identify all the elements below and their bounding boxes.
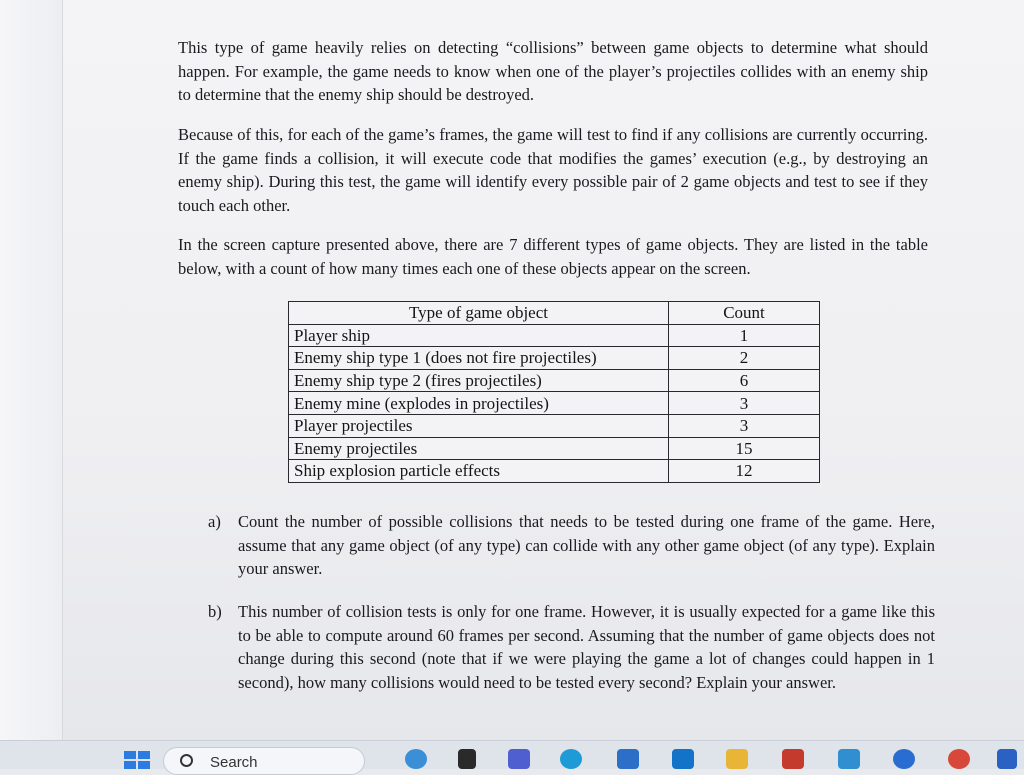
taskbar [0, 740, 1024, 769]
object-type-cell: Enemy ship type 2 (fires projectiles) [289, 369, 669, 392]
question-text: This number of collision tests is only for one frame. However, it is usually expected for a game like this to be able to compute around 60 frames per second. Assuming that the number of game objects does not change during this second (note that if we were playing the game a lot of changes could happen in 1 second), how many collisions would need to be tested every second? Explain your answer. [238, 602, 935, 692]
object-count-cell: 15 [669, 437, 820, 460]
taskbar-search[interactable] [163, 747, 365, 775]
object-count-cell: 2 [669, 347, 820, 370]
teams-icon[interactable] [508, 749, 530, 769]
outlook-icon[interactable] [672, 749, 694, 769]
object-type-cell: Enemy ship type 1 (does not fire projectiles) [289, 347, 669, 370]
table-row [289, 414, 820, 437]
object-type-cell: Ship explosion particle effects [289, 460, 669, 483]
table-row [289, 437, 820, 460]
table-row [289, 369, 820, 392]
table-row [289, 460, 820, 483]
task-view-icon[interactable] [458, 749, 476, 769]
object-type-cell: Enemy mine (explodes in projectiles) [289, 392, 669, 415]
object-count-cell: 12 [669, 460, 820, 483]
word-icon[interactable] [997, 749, 1017, 769]
object-type-cell: Player ship [289, 324, 669, 347]
object-count-cell: 3 [669, 392, 820, 415]
window-left-margin [0, 0, 62, 740]
paragraph-collisions-intro: This type of game heavily relies on detecting “collisions” between game objects to determine what should happen. For example, the game needs to know when one of the player’s projectiles collides with an enemy ship to determine that the enemy ship should be destroyed. [178, 38, 928, 104]
question-marker: a) [208, 512, 221, 531]
question-marker: b) [208, 602, 222, 621]
table-row [289, 324, 820, 347]
store-icon[interactable] [617, 749, 639, 769]
edge-icon[interactable] [560, 749, 582, 769]
start-icon[interactable] [124, 751, 150, 769]
copilot-icon[interactable] [405, 749, 427, 769]
calculator-icon[interactable] [782, 749, 804, 769]
object-count-cell: 3 [669, 414, 820, 437]
paragraph-object-types: In the screen capture presented above, there are 7 different types of game objects. They are listed in the table below, with a count of how many times each one of these objects appear on the screen. [178, 235, 928, 278]
object-type-cell: Enemy projectiles [289, 437, 669, 460]
question-text: Count the number of possible collisions that needs to be tested during one frame of the game. Here, assume that any game object (of any type) can collide with any other game object (of any type). Explain your answer. [238, 512, 935, 578]
column-header-count: Count [669, 302, 820, 325]
table-row [289, 347, 820, 370]
object-type-cell: Player projectiles [289, 414, 669, 437]
paragraph-frame-test: Because of this, for each of the game’s frames, the game will test to find if any collisions are currently occurring. If the game finds a collision, it will execute code that modifies the games’ execution (e.g., by destroying an enemy ship). During this test, the game will identify every possible pair of 2 game objects and test to see if they touch each other. [178, 125, 928, 215]
chrome-icon[interactable] [948, 749, 970, 769]
object-count-cell: 6 [669, 369, 820, 392]
search-icon [180, 754, 193, 767]
lockdown-browser-icon[interactable] [838, 749, 860, 769]
table-row [289, 392, 820, 415]
object-count-cell: 1 [669, 324, 820, 347]
column-header-type: Type of game object [289, 302, 669, 325]
question-a [208, 510, 935, 581]
table-header-row [289, 302, 820, 325]
question-b [208, 600, 935, 694]
search-label: Search [210, 754, 258, 771]
file-explorer-icon[interactable] [726, 749, 748, 769]
settings-icon[interactable] [893, 749, 915, 769]
game-objects-table [288, 301, 820, 483]
